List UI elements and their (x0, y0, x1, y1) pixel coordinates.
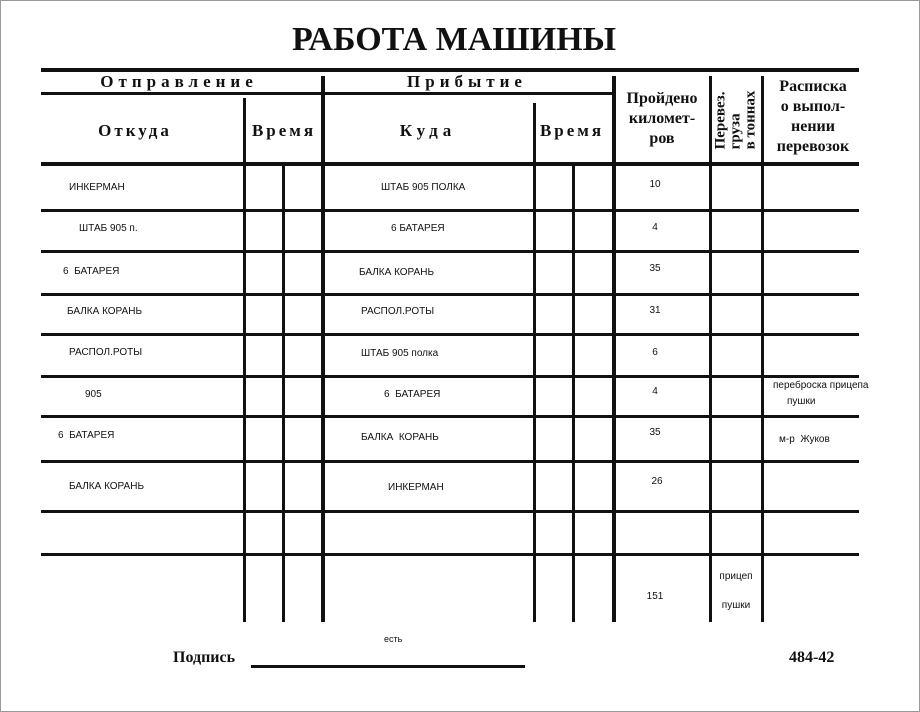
column-divider (321, 76, 325, 622)
column-divider (709, 76, 712, 622)
total-cargo-line1: прицеп (719, 571, 753, 582)
row-2-from: ШТАБ 905 п. (79, 223, 138, 234)
signature-label: Подпись (173, 649, 236, 666)
header-cargo (714, 91, 759, 150)
row-7-km: 35 (649, 427, 661, 438)
row-5-from: РАСПОЛ.РОТЫ (69, 347, 143, 358)
row-3-from: 6 БАТАРЕЯ (63, 266, 120, 277)
row-6-from: 905 (85, 389, 102, 400)
form-number: 484-42 (789, 649, 835, 666)
row-7-note: м-р Жуков (779, 434, 830, 445)
row-5-km: 6 (652, 347, 658, 358)
row-7-from: 6 БАТАРЕЯ (58, 430, 115, 441)
row-3-km: 35 (649, 263, 661, 274)
row-3-to: БАЛКА КОРАНЬ (359, 267, 435, 278)
row-4-from: БАЛКА КОРАНЬ (67, 306, 143, 317)
header-departure: Отправление (100, 72, 258, 91)
row-1-from: ИНКЕРМАН (69, 182, 125, 193)
total-cargo-line2: пушки (721, 600, 751, 611)
row-4-to: РАСПОЛ.РОТЫ (361, 306, 435, 317)
header-text: перевозок (776, 138, 850, 155)
row-divider (41, 333, 859, 336)
header-from: Откуда (98, 121, 172, 140)
row-2-to: 6 БАТАРЕЯ (391, 223, 445, 234)
header-bottom-border (41, 162, 859, 166)
row-8-from: БАЛКА КОРАНЬ (69, 481, 145, 492)
header-text: в тоннах (742, 90, 759, 150)
divider (41, 92, 324, 95)
row-divider (41, 209, 859, 212)
header-receipt (777, 77, 849, 157)
row-divider (41, 460, 859, 463)
header-text: Пройдено (626, 90, 698, 107)
column-divider (612, 76, 616, 622)
row-8-to: ИНКЕРМАН (388, 482, 444, 493)
row-6-note: переброска прицепа (773, 380, 869, 391)
header-text: Перевез. (712, 91, 729, 150)
row-6-km: 4 (652, 386, 658, 397)
header-text: километ- (628, 110, 696, 127)
row-8-km: 26 (651, 476, 663, 487)
row-divider (41, 553, 859, 556)
row-7-to: БАЛКА КОРАНЬ (361, 432, 439, 443)
header-time-departure: Время (251, 121, 317, 140)
row-divider (41, 510, 859, 513)
header-kilometers (627, 89, 698, 149)
column-divider (282, 164, 285, 622)
total-km: 151 (646, 591, 664, 602)
row-6-to: 6 БАТАРЕЯ (384, 389, 441, 400)
divider (324, 92, 614, 95)
header-text: нении (791, 118, 835, 135)
signature-line (251, 665, 525, 668)
row-4-km: 31 (649, 305, 661, 316)
header-text: о выпол- (780, 98, 846, 115)
header-text: груза (727, 113, 744, 150)
row-2-km: 4 (652, 222, 658, 233)
header-text: Расписка (779, 78, 847, 95)
header-arrival: Прибытие (407, 72, 527, 91)
row-divider (41, 293, 859, 296)
row-5-to: ШТАБ 905 полка (361, 348, 439, 359)
header-to: Куда (399, 121, 457, 140)
header-time-arrival: Время (539, 121, 605, 140)
page-title: РАБОТА МАШИНЫ (292, 21, 616, 58)
column-divider (533, 103, 536, 622)
column-divider (761, 76, 764, 622)
column-divider (572, 164, 575, 622)
header-text: ров (649, 130, 675, 147)
row-divider (41, 415, 859, 418)
row-divider (41, 375, 859, 378)
row-1-to: ШТАБ 905 ПОЛКА (381, 182, 466, 193)
signature-note: есть (384, 634, 403, 644)
column-divider (243, 98, 246, 622)
row-1-km: 10 (649, 179, 661, 190)
row-6-note-line2: пушки (787, 396, 816, 407)
row-divider (41, 250, 859, 253)
